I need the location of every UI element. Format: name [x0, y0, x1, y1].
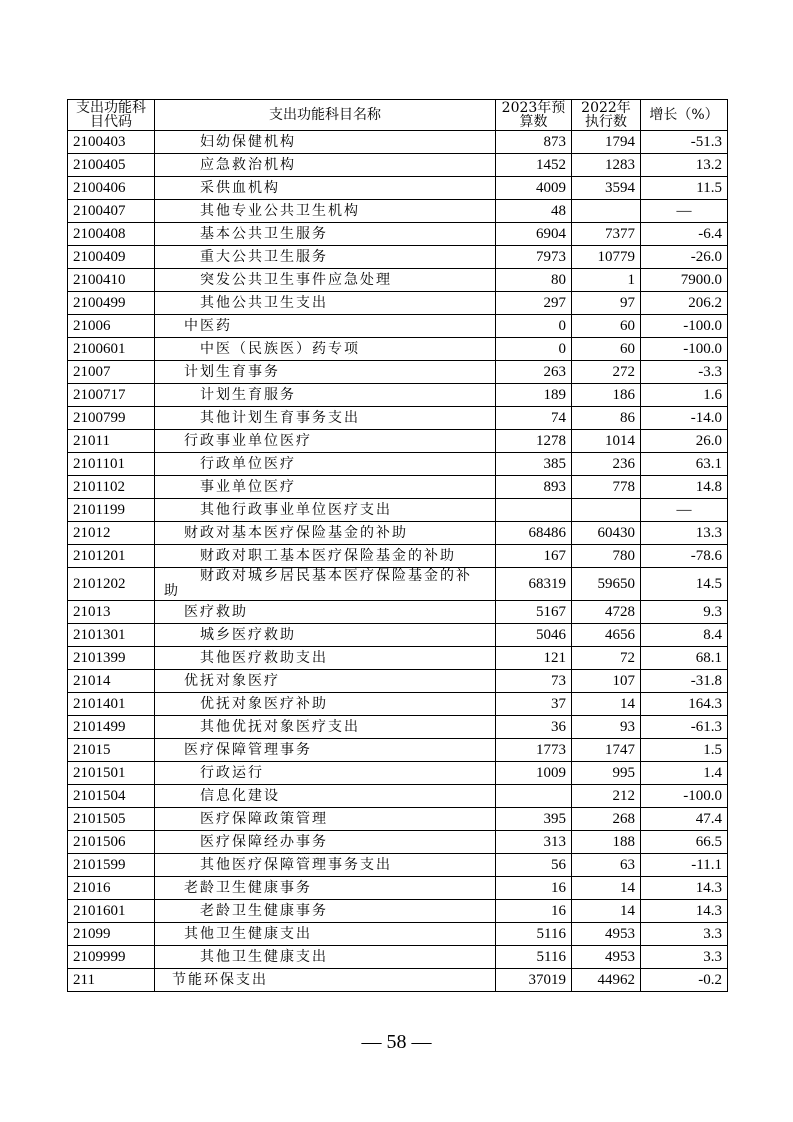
table-row [68, 269, 728, 292]
cell-name: 行政事业单位医疗 [155, 430, 496, 453]
table-row [68, 969, 728, 992]
cell-growth: 9.3 [641, 601, 728, 624]
cell-growth: 164.3 [641, 693, 728, 716]
header-name: 支出功能科目名称 [155, 100, 496, 131]
cell-code: 2109999 [68, 946, 155, 969]
table-row [68, 601, 728, 624]
cell-exec-2022: 97 [572, 292, 641, 315]
cell-exec-2022: 780 [572, 545, 641, 568]
cell-budget-2023: 5116 [496, 946, 572, 969]
cell-name: 基本公共卫生服务 [155, 223, 496, 246]
cell-growth: -61.3 [641, 716, 728, 739]
cell-budget-2023: 873 [496, 131, 572, 154]
table-row [68, 430, 728, 453]
cell-budget-2023 [496, 785, 572, 808]
cell-exec-2022 [572, 200, 641, 223]
cell-exec-2022 [572, 499, 641, 522]
cell-budget-2023: 68319 [496, 568, 572, 601]
header-code: 支出功能科目代码 [68, 100, 155, 131]
cell-code: 21013 [68, 601, 155, 624]
cell-name: 突发公共卫生事件应急处理 [155, 269, 496, 292]
cell-name: 其他医疗保障管理事务支出 [155, 854, 496, 877]
cell-name: 其他计划生育事务支出 [155, 407, 496, 430]
cell-code: 2101601 [68, 900, 155, 923]
cell-growth: -100.0 [641, 315, 728, 338]
cell-budget-2023: 313 [496, 831, 572, 854]
cell-growth: 14.3 [641, 900, 728, 923]
cell-exec-2022: 63 [572, 854, 641, 877]
cell-name: 城乡医疗救助 [155, 624, 496, 647]
cell-name: 应急救治机构 [155, 154, 496, 177]
cell-name: 其他公共卫生支出 [155, 292, 496, 315]
cell-exec-2022: 86 [572, 407, 641, 430]
table-row [68, 292, 728, 315]
cell-budget-2023: 5046 [496, 624, 572, 647]
cell-name: 医疗保障经办事务 [155, 831, 496, 854]
cell-code: 2101499 [68, 716, 155, 739]
cell-growth: -51.3 [641, 131, 728, 154]
cell-exec-2022: 107 [572, 670, 641, 693]
cell-code: 2100403 [68, 131, 155, 154]
cell-budget-2023: 36 [496, 716, 572, 739]
cell-code: 2100405 [68, 154, 155, 177]
cell-exec-2022: 236 [572, 453, 641, 476]
table-row [68, 877, 728, 900]
cell-budget-2023: 0 [496, 315, 572, 338]
cell-exec-2022: 7377 [572, 223, 641, 246]
cell-name: 老龄卫生健康事务 [155, 900, 496, 923]
cell-growth: 26.0 [641, 430, 728, 453]
cell-name: 妇幼保健机构 [155, 131, 496, 154]
cell-code: 2101401 [68, 693, 155, 716]
cell-name: 重大公共卫生服务 [155, 246, 496, 269]
cell-exec-2022: 72 [572, 647, 641, 670]
cell-budget-2023: 0 [496, 338, 572, 361]
table-row [68, 785, 728, 808]
cell-name: 计划生育事务 [155, 361, 496, 384]
cell-growth: 68.1 [641, 647, 728, 670]
cell-name: 其他医疗救助支出 [155, 647, 496, 670]
cell-code: 2100717 [68, 384, 155, 407]
cell-growth: -100.0 [641, 338, 728, 361]
cell-code: 21007 [68, 361, 155, 384]
cell-exec-2022: 272 [572, 361, 641, 384]
cell-name [155, 568, 496, 601]
cell-code: 21099 [68, 923, 155, 946]
cell-budget-2023: 1278 [496, 430, 572, 453]
budget-table [67, 99, 728, 992]
cell-exec-2022: 4953 [572, 923, 641, 946]
cell-growth: — [641, 200, 728, 223]
cell-name: 优抚对象医疗 [155, 670, 496, 693]
cell-exec-2022: 1283 [572, 154, 641, 177]
header-budget-2023: 2023年预算数 [496, 100, 572, 131]
cell-name: 节能环保支出 [155, 969, 496, 992]
cell-budget-2023: 167 [496, 545, 572, 568]
cell-budget-2023: 1773 [496, 739, 572, 762]
cell-budget-2023: 297 [496, 292, 572, 315]
cell-name: 中医药 [155, 315, 496, 338]
table-row [68, 384, 728, 407]
cell-code: 2100409 [68, 246, 155, 269]
cell-budget-2023: 6904 [496, 223, 572, 246]
cell-code: 21006 [68, 315, 155, 338]
cell-growth: 11.5 [641, 177, 728, 200]
cell-growth: -3.3 [641, 361, 728, 384]
cell-growth: -14.0 [641, 407, 728, 430]
cell-code: 2100601 [68, 338, 155, 361]
cell-exec-2022: 268 [572, 808, 641, 831]
table-row [68, 522, 728, 545]
table-row [68, 900, 728, 923]
table-row [68, 762, 728, 785]
table-row [68, 246, 728, 269]
cell-code: 2101505 [68, 808, 155, 831]
cell-name: 优抚对象医疗补助 [155, 693, 496, 716]
cell-code: 2101201 [68, 545, 155, 568]
cell-budget-2023 [496, 499, 572, 522]
cell-exec-2022: 4728 [572, 601, 641, 624]
cell-growth: -31.8 [641, 670, 728, 693]
cell-budget-2023: 7973 [496, 246, 572, 269]
cell-budget-2023: 56 [496, 854, 572, 877]
cell-growth: -6.4 [641, 223, 728, 246]
cell-name: 采供血机构 [155, 177, 496, 200]
table-row [68, 946, 728, 969]
cell-growth: 8.4 [641, 624, 728, 647]
table-row [68, 716, 728, 739]
cell-budget-2023: 37019 [496, 969, 572, 992]
cell-exec-2022: 3594 [572, 177, 641, 200]
table-row [68, 647, 728, 670]
cell-budget-2023: 893 [496, 476, 572, 499]
cell-exec-2022: 1794 [572, 131, 641, 154]
cell-growth: 3.3 [641, 923, 728, 946]
cell-code: 2101301 [68, 624, 155, 647]
cell-code: 2101202 [68, 568, 155, 601]
cell-growth: 14.8 [641, 476, 728, 499]
table-row [68, 831, 728, 854]
table-row [68, 177, 728, 200]
cell-exec-2022: 212 [572, 785, 641, 808]
cell-growth: 14.5 [641, 568, 728, 601]
cell-name-line1: 财政对城乡居民基本医疗保险基金的补 [200, 568, 472, 584]
cell-code: 2100406 [68, 177, 155, 200]
table-row [68, 545, 728, 568]
cell-exec-2022: 14 [572, 877, 641, 900]
cell-exec-2022: 4953 [572, 946, 641, 969]
cell-code: 21015 [68, 739, 155, 762]
cell-growth: 66.5 [641, 831, 728, 854]
cell-budget-2023: 74 [496, 407, 572, 430]
cell-name: 其他优抚对象医疗支出 [155, 716, 496, 739]
cell-exec-2022: 1747 [572, 739, 641, 762]
cell-exec-2022: 995 [572, 762, 641, 785]
cell-name: 财政对职工基本医疗保险基金的补助 [155, 545, 496, 568]
cell-code: 2101501 [68, 762, 155, 785]
cell-code: 21012 [68, 522, 155, 545]
cell-growth: -26.0 [641, 246, 728, 269]
table-row [68, 315, 728, 338]
cell-code: 2100408 [68, 223, 155, 246]
table-row [68, 361, 728, 384]
cell-name: 其他行政事业单位医疗支出 [155, 499, 496, 522]
cell-budget-2023: 121 [496, 647, 572, 670]
cell-exec-2022: 93 [572, 716, 641, 739]
cell-growth: 14.3 [641, 877, 728, 900]
cell-growth: — [641, 499, 728, 522]
cell-budget-2023: 1452 [496, 154, 572, 177]
cell-name: 事业单位医疗 [155, 476, 496, 499]
cell-code: 2101101 [68, 453, 155, 476]
cell-growth: 7900.0 [641, 269, 728, 292]
cell-exec-2022: 60 [572, 338, 641, 361]
cell-budget-2023: 73 [496, 670, 572, 693]
cell-budget-2023: 4009 [496, 177, 572, 200]
cell-name: 计划生育服务 [155, 384, 496, 407]
table-row [68, 923, 728, 946]
cell-growth: -0.2 [641, 969, 728, 992]
cell-growth: 47.4 [641, 808, 728, 831]
cell-exec-2022: 60 [572, 315, 641, 338]
cell-budget-2023: 395 [496, 808, 572, 831]
cell-code: 2101506 [68, 831, 155, 854]
cell-budget-2023: 5116 [496, 923, 572, 946]
cell-budget-2023: 385 [496, 453, 572, 476]
cell-name: 信息化建设 [155, 785, 496, 808]
table-row [68, 154, 728, 177]
cell-budget-2023: 5167 [496, 601, 572, 624]
cell-growth: 13.3 [641, 522, 728, 545]
cell-code: 2101399 [68, 647, 155, 670]
cell-name: 其他专业公共卫生机构 [155, 200, 496, 223]
cell-name: 财政对基本医疗保险基金的补助 [155, 522, 496, 545]
cell-code: 211 [68, 969, 155, 992]
cell-growth: 1.5 [641, 739, 728, 762]
cell-name: 老龄卫生健康事务 [155, 877, 496, 900]
cell-name: 医疗保障管理事务 [155, 739, 496, 762]
cell-name: 中医（民族医）药专项 [155, 338, 496, 361]
cell-budget-2023: 68486 [496, 522, 572, 545]
cell-budget-2023: 16 [496, 900, 572, 923]
table-body [68, 131, 728, 992]
cell-code: 2101199 [68, 499, 155, 522]
cell-code: 2101504 [68, 785, 155, 808]
cell-name: 医疗救助 [155, 601, 496, 624]
header-growth: 增长（%） [641, 100, 728, 131]
cell-growth: 13.2 [641, 154, 728, 177]
cell-budget-2023: 263 [496, 361, 572, 384]
table-row [68, 808, 728, 831]
cell-budget-2023: 1009 [496, 762, 572, 785]
cell-code: 2100799 [68, 407, 155, 430]
cell-name: 行政单位医疗 [155, 453, 496, 476]
cell-exec-2022: 60430 [572, 522, 641, 545]
cell-code: 21016 [68, 877, 155, 900]
cell-exec-2022: 1 [572, 269, 641, 292]
cell-exec-2022: 14 [572, 693, 641, 716]
header-exec-2022: 2022年执行数 [572, 100, 641, 131]
table-row [68, 693, 728, 716]
table-row [68, 670, 728, 693]
cell-code: 2101599 [68, 854, 155, 877]
table-row [68, 476, 728, 499]
cell-growth: -100.0 [641, 785, 728, 808]
table-row [68, 453, 728, 476]
cell-name: 其他卫生健康支出 [155, 923, 496, 946]
cell-budget-2023: 80 [496, 269, 572, 292]
cell-growth: -78.6 [641, 545, 728, 568]
cell-code: 2101102 [68, 476, 155, 499]
table-row [68, 223, 728, 246]
cell-code: 2100407 [68, 200, 155, 223]
cell-growth: -11.1 [641, 854, 728, 877]
cell-code: 21011 [68, 430, 155, 453]
table-header [68, 100, 728, 131]
cell-budget-2023: 48 [496, 200, 572, 223]
cell-exec-2022: 14 [572, 900, 641, 923]
page-number: — 58 — [361, 1031, 432, 1053]
table-row [68, 407, 728, 430]
table-row [68, 568, 728, 601]
table-row [68, 338, 728, 361]
budget-table-container [67, 99, 727, 992]
cell-exec-2022: 10779 [572, 246, 641, 269]
cell-growth: 3.3 [641, 946, 728, 969]
cell-budget-2023: 189 [496, 384, 572, 407]
cell-name-line2: 助 [164, 583, 180, 599]
cell-growth: 63.1 [641, 453, 728, 476]
cell-exec-2022: 1014 [572, 430, 641, 453]
cell-growth: 206.2 [641, 292, 728, 315]
cell-exec-2022: 186 [572, 384, 641, 407]
cell-budget-2023: 16 [496, 877, 572, 900]
cell-name: 行政运行 [155, 762, 496, 785]
cell-code: 2100410 [68, 269, 155, 292]
cell-growth: 1.4 [641, 762, 728, 785]
table-row [68, 624, 728, 647]
cell-budget-2023: 37 [496, 693, 572, 716]
cell-exec-2022: 4656 [572, 624, 641, 647]
cell-exec-2022: 188 [572, 831, 641, 854]
table-row [68, 131, 728, 154]
cell-growth: 1.6 [641, 384, 728, 407]
cell-name: 医疗保障政策管理 [155, 808, 496, 831]
cell-code: 2100499 [68, 292, 155, 315]
cell-exec-2022: 778 [572, 476, 641, 499]
cell-exec-2022: 59650 [572, 568, 641, 601]
cell-code: 21014 [68, 670, 155, 693]
table-row [68, 854, 728, 877]
cell-exec-2022: 44962 [572, 969, 641, 992]
cell-name: 其他卫生健康支出 [155, 946, 496, 969]
table-row [68, 739, 728, 762]
table-row [68, 499, 728, 522]
table-row [68, 200, 728, 223]
